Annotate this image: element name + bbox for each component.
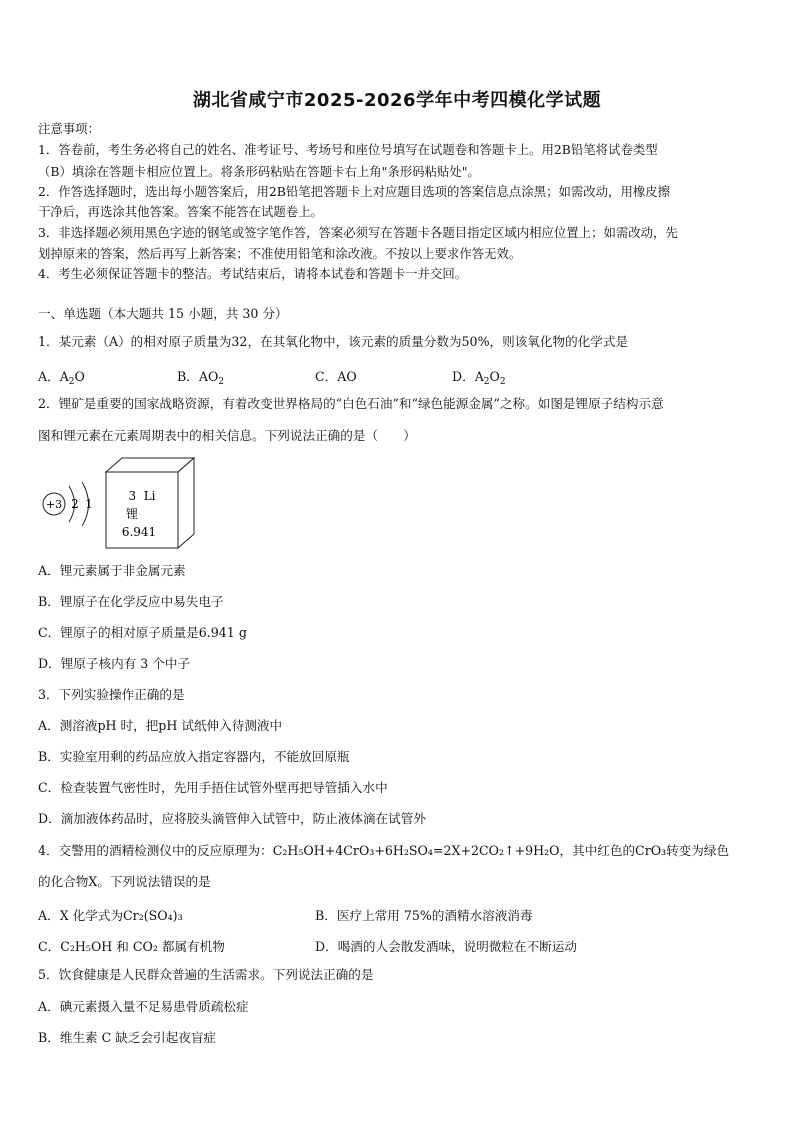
q2-option-a: A．锂元素属于非金属元素 [38, 563, 186, 578]
question-stem: 3．下列实验操作正确的是 [38, 687, 185, 702]
atom-structure-diagram [43, 482, 93, 526]
atomic-number-symbol: 3 Li [128, 489, 156, 503]
q4-option-d: D．喝酒的人会散发酒味，说明微粒在不断运动 [315, 939, 577, 954]
notice-line: 1．答卷前，考生务必将自己的姓名、准考证号、考场号和座位号填写在试题卷和答题卡上。用2B铅笔将试卷类型 [38, 142, 658, 157]
q1-option-a: A．$A_2O$ [38, 369, 85, 387]
nucleus-charge: +3 [45, 498, 63, 511]
q4-option-c: C．C₂H₅OH 和 CO₂ 都属有机物 [38, 939, 225, 954]
question-stem: 5．饮食健康是人民群众普遍的生活需求。下列说法正确的是 [38, 967, 374, 982]
notice-line: 4．考生必须保证答题卡的整洁。考试结束后，请将本试卷和答题卡一并交回。 [38, 266, 468, 281]
element-name: 锂 [125, 507, 139, 521]
q1-option-c: C．AO [315, 369, 357, 384]
q4-option-a: A．X 化学式为Cr₂(SO₄)₃ [38, 908, 183, 923]
shell-1-electrons: 2 [71, 497, 79, 511]
notice-line: （B）填涂在答题卡相应位置上。将条形码粘贴在答题卡右上角"条形码粘贴处"。 [38, 164, 480, 179]
notice-heading: 注意事项： [38, 121, 100, 136]
question-stem: 图和锂元素在元素周期表中的相关信息。下列说法正确的是（ ） [38, 428, 416, 443]
q3-option-a: A．测溶液pH 时，把pH 试纸伸入待测液中 [38, 718, 283, 733]
q3-option-c: C．检查装置气密性时，先用手捂住试管外壁再把导管插入水中 [38, 780, 388, 795]
periodic-table-cell [106, 458, 194, 548]
notice-line: 干净后，再选涂其他答案。答案不能答在试题卷上。 [38, 204, 323, 219]
page-title: 湖北省咸宁市2025-2026学年中考四模化学试题 [192, 90, 602, 111]
notice-line: 3．非选择题必须用黑色字迹的钢笔或签字笔作答，答案必须写在答题卡各题目指定区域内相应位置上；如需改动，先 [38, 225, 678, 240]
question-stem: 4．交警用的酒精检测仪中的反应原理为：C₂H₅OH+4CrO₃+6H₂SO₄=2X+2CO₂↑+9H₂O，其中红色的CrO₃转变为绿色 [38, 843, 730, 858]
question-stem: 1．某元素（A）的相对原子质量为32，在其氧化物中，该元素的质量分数为50%，则该氧化物的化学式是 [38, 334, 629, 349]
notice-line: 划掉原来的答案，然后再写上新答案；不准使用铅笔和涂改液。不按以上要求作答无效。 [38, 246, 522, 261]
q3-option-b: B．实验室用剩的药品应放入指定容器内，不能放回原瓶 [38, 749, 350, 764]
q4-option-b: B．医疗上常用 75%的酒精水溶液消毒 [315, 908, 533, 923]
q3-option-d: D．滴加液体药品时，应将胶头滴管伸入试管中，防止液体滴在试管外 [38, 811, 426, 826]
notice-line: 2．作答选择题时，选出每小题答案后，用2B铅笔把答题卡上对应题目选项的答案信息点涂黑；如需改动，用橡皮擦 [38, 184, 671, 199]
question-stem: 2．锂矿是重要的国家战略资源，有着改变世界格局的“白色石油”和“绿色能源金属”之称。如图是锂原子结构示意 [38, 396, 664, 411]
q1-option-d: D．$A_2O_2$ [452, 369, 506, 387]
q1-option-b: B．$AO_2$ [177, 369, 225, 387]
shell-2-electrons: 1 [85, 497, 93, 511]
atomic-mass: 6.941 [121, 525, 157, 539]
q2-option-b: B．锂原子在化学反应中易失电子 [38, 594, 224, 609]
lithium-diagram [38, 456, 198, 552]
q5-option-a: A．碘元素摄入量不足易患骨质疏松症 [38, 999, 249, 1014]
q2-option-d: D．锂原子核内有 3 个中子 [38, 656, 191, 671]
q5-option-b: B．维生素 C 缺乏会引起夜盲症 [38, 1030, 217, 1045]
q2-option-c: C．锂原子的相对原子质量是6.941 g [38, 625, 247, 640]
question-stem: 的化合物X。下列说法错误的是 [38, 874, 211, 889]
section-heading: 一、单选题（本大题共 15 小题，共 30 分） [38, 306, 288, 321]
